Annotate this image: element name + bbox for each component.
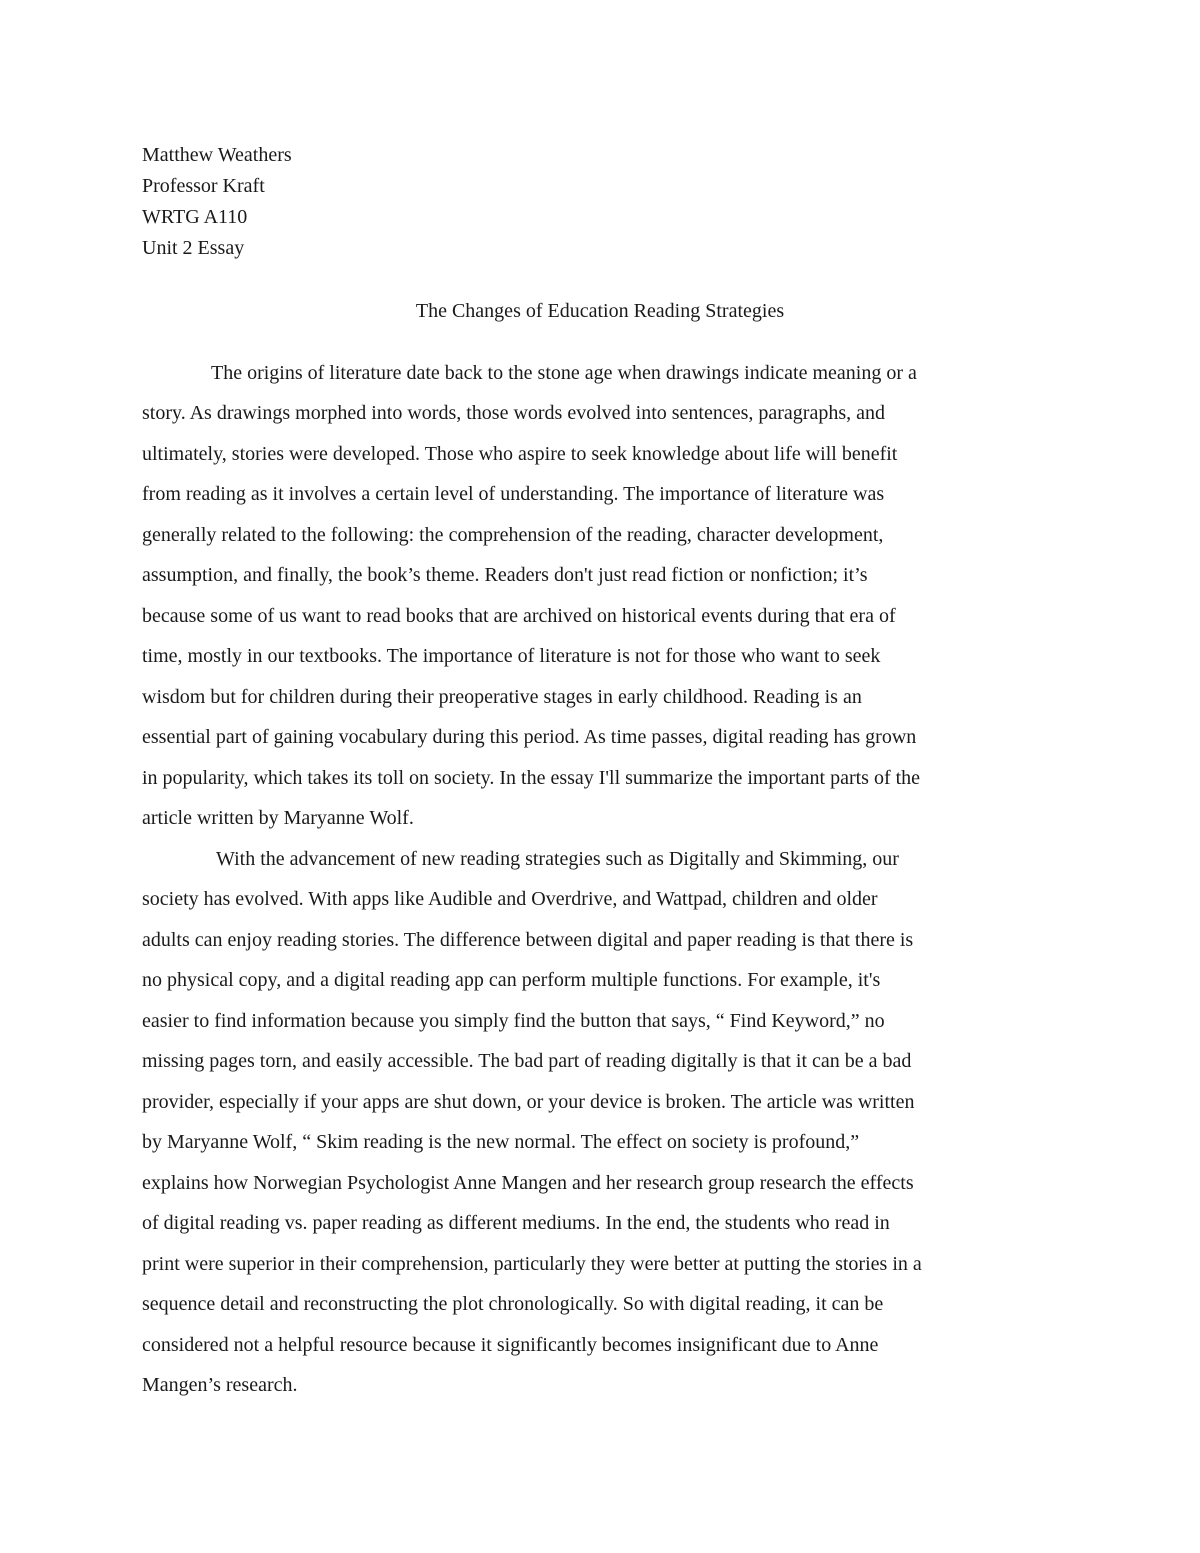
paragraph-line: easier to find information because you simply find the button that says, “ Find Keyword,” no: [142, 1010, 885, 1032]
paragraph-line: from reading as it involves a certain level of understanding. The importance of literature was: [142, 483, 885, 505]
paragraph-line: adults can enjoy reading stories. The difference between digital and paper reading is that there is: [142, 929, 914, 951]
paragraph-line: explains how Norwegian Psychologist Anne Mangen and her research group research the effects: [142, 1172, 914, 1194]
paragraph-line: because some of us want to read books that are archived on historical events during that era of: [142, 605, 896, 627]
paragraph-line: provider, especially if your apps are shut down, or your device is broken. The article was written: [142, 1091, 915, 1113]
paragraph-line: generally related to the following: the comprehension of the reading, character development,: [142, 524, 884, 546]
paragraph-line: in popularity, which takes its toll on society. In the essay I'll summarize the important parts of the: [142, 767, 921, 789]
paragraph-line: of digital reading vs. paper reading as different mediums. In the end, the students who read in: [142, 1212, 890, 1234]
paragraph-line: by Maryanne Wolf, “ Skim reading is the new normal. The effect on society is profound,”: [142, 1131, 860, 1153]
paragraph-line: ultimately, stories were developed. Those who aspire to seek knowledge about life will benefit: [142, 443, 898, 465]
assignment-name: Unit 2 Essay: [142, 237, 245, 259]
essay-title: The Changes of Education Reading Strategies: [415, 300, 785, 322]
paragraph-line: essential part of gaining vocabulary during this period. As time passes, digital reading has grown: [142, 726, 917, 748]
professor-name: Professor Kraft: [142, 175, 265, 197]
paragraph-line: With the advancement of new reading strategies such as Digitally and Skimming, our: [216, 848, 899, 870]
paragraph-line: missing pages torn, and easily accessible. The bad part of reading digitally is that it can be a bad: [142, 1050, 912, 1072]
paragraph-line: sequence detail and reconstructing the plot chronologically. So with digital reading, it can be: [142, 1293, 884, 1315]
paragraph-line: time, mostly in our textbooks. The importance of literature is not for those who want to seek: [142, 645, 881, 667]
essay-header: [142, 140, 842, 264]
course-code: WRTG A110: [142, 206, 248, 228]
paragraph-line: considered not a helpful resource because it significantly becomes insignificant due to Anne: [142, 1334, 879, 1356]
paragraph-line: assumption, and finally, the book’s theme. Readers don't just read fiction or nonfiction; it’s: [142, 564, 868, 586]
paragraph-line: wisdom but for children during their preoperative stages in early childhood. Reading is an: [142, 686, 862, 708]
paragraph-line: print were superior in their comprehension, particularly they were better at putting the stories in a: [142, 1253, 922, 1275]
paragraph-line: no physical copy, and a digital reading app can perform multiple functions. For example, it's: [142, 969, 881, 991]
paragraph-line: society has evolved. With apps like Audible and Overdrive, and Wattpad, children and older: [142, 888, 878, 910]
paragraph-line: The origins of literature date back to the stone age when drawings indicate meaning or a: [211, 362, 917, 384]
paragraph-line: Mangen’s research.: [142, 1374, 298, 1396]
paragraph-line: article written by Maryanne Wolf.: [142, 807, 414, 829]
author-name: Matthew Weathers: [142, 144, 292, 166]
paragraph-line: story. As drawings morphed into words, those words evolved into sentences, paragraphs, and: [142, 402, 886, 424]
